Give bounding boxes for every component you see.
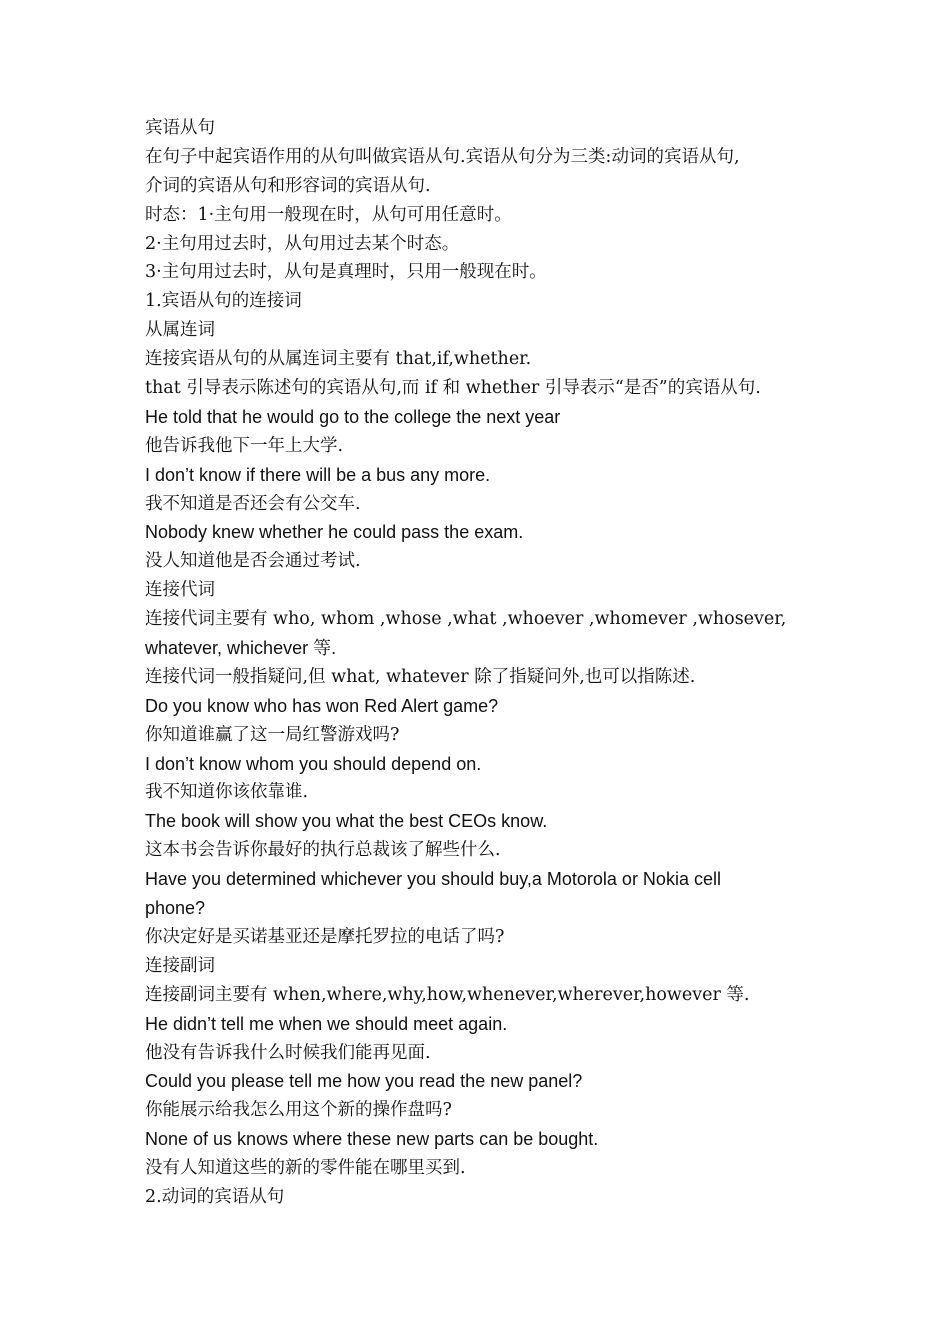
example-sentence: He didn’t tell me when we should meet again. [145,1013,508,1034]
text-line: 2·主句用过去时，从句用过去某个时态。 [145,233,460,254]
example-sentence: I don’t know whom you should depend on. [145,753,482,774]
text-line: that 引导表示陈述句的宾语从句,而 if 和 whether 引导表示“是否”的宾语从句. [145,378,761,399]
example-translation: 他没有告诉我什么时候我们能再见面. [145,1042,431,1063]
example-sentence: Do you know who has won Red Alert game? [145,695,499,716]
subsection-heading: 连接副词 [145,955,215,976]
text-line: 在句子中起宾语作用的从句叫做宾语从句.宾语从句分为三类:动词的宾语从句, [145,146,740,167]
example-translation: 你决定好是买诺基亚还是摩托罗拉的电话了吗? [145,926,505,947]
example-sentence: Have you determined whichever you should buy,a Motorola or Nokia cell [145,869,721,890]
document-page [145,114,805,1212]
text-line: 连接宾语从句的从属连词主要有 that,if,whether. [145,349,532,370]
example-translation: 我不知道是否还会有公交车. [145,493,361,514]
example-sentence: None of us knows where these new parts can be bought. [145,1129,599,1150]
section-heading: 2.动词的宾语从句 [145,1186,285,1207]
example-translation: 我不知道你该依靠谁. [145,782,309,803]
subsection-heading: 连接代词 [145,580,215,601]
text-line: 连接代词主要有 who, whom ,whose ,what ,whoever ,whomever ,whosever, [145,609,787,630]
subsection-heading: 从属连词 [145,320,215,341]
section-heading: 1.宾语从句的连接词 [145,291,302,312]
text-line: whatever, whichever 等. [145,638,337,659]
example-translation: 没有人知道这些的新的零件能在哪里买到. [145,1158,466,1179]
text-line: 时态：1·主句用一般现在时，从句可用任意时。 [145,204,512,225]
example-translation: 你知道谁赢了这一局红警游戏吗? [145,724,400,745]
example-translation: 他告诉我他下一年上大学. [145,435,344,456]
text-line: 介词的宾语从句和形容词的宾语从句. [145,175,431,196]
example-sentence: The book will show you what the best CEOs know. [145,811,548,832]
example-sentence: Nobody knew whether he could pass the exam. [145,522,524,543]
text-line: 3·主句用过去时，从句是真理时，只用一般现在时。 [145,262,547,283]
text-line: 连接副词主要有 when,where,why,how,whenever,wherever,however 等. [145,984,750,1005]
example-sentence: I don’t know if there will be a bus any more. [145,464,491,485]
section-title: 宾语从句 [145,118,215,138]
example-sentence: phone? [145,898,206,919]
example-translation: 这本书会告诉你最好的执行总裁该了解些什么. [145,840,501,861]
example-translation: 你能展示给我怎么用这个新的操作盘吗? [145,1100,452,1121]
example-sentence: Could you please tell me how you read the new panel? [145,1071,583,1092]
example-translation: 没人知道他是否会通过考试. [145,551,361,572]
text-line: 连接代词一般指疑问,但 what, whatever 除了指疑问外,也可以指陈述. [145,666,696,687]
example-sentence: He told that he would go to the college the next year [145,406,561,427]
